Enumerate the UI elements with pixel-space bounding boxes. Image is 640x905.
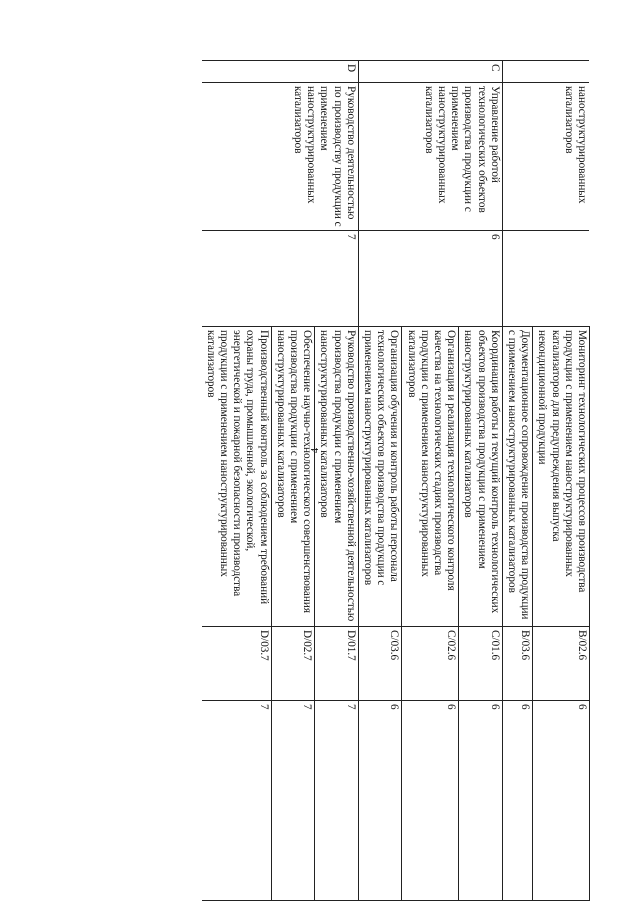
function-code-cell: D/03.7	[202, 627, 272, 701]
function-name-cell: Мониторинг технологических процессов производства продукции с применением наноструктурированных катализаторов для предупреждения выпуска некондиционной продукции	[533, 327, 590, 627]
function-name-cell: Руководство производственно-хозяйственной деятельностью производства продукции с применением наноструктурированных катализаторов	[315, 327, 359, 627]
function-code-cell: D/01.7	[315, 627, 359, 701]
function-name-cell: Документационное сопровождение производства продукции с применением наноструктурированных катализаторов	[502, 327, 532, 627]
function-level-cell: 7	[271, 701, 315, 901]
table-row	[459, 61, 503, 901]
function-name-cell: Производственный контроль за соблюдением требований охраны труда, промышленной, экологической, энергетической и пожарной безопасности производства продукции с применением наноструктурированных катализаторов	[202, 327, 272, 627]
function-name-cell: Организация и реализация технологического контроля качества на технологических стадиях производства продукции с применением наноструктурированных катализаторов	[402, 327, 459, 627]
group-level-cell: 7	[202, 231, 359, 327]
function-code-cell: D/02.7	[271, 627, 315, 701]
table-row	[533, 61, 590, 901]
function-level-cell: 6	[533, 701, 590, 901]
function-code-cell: C/03.6	[358, 627, 402, 701]
function-level-cell: 6	[502, 701, 532, 901]
function-code-cell: C/01.6	[459, 627, 503, 701]
function-level-cell: 7	[202, 701, 272, 901]
group-name-cell: наноструктурированных катализаторов	[502, 83, 589, 231]
group-name-cell: Управление работой технологических объектов производства продукции с применением наноструктурированных катализаторов	[358, 83, 502, 231]
function-name-cell: Обеспечение научно-технологического совершенствования производства продукции с применением наноструктурированных катализаторов	[271, 327, 315, 627]
functions-table	[202, 60, 590, 901]
page-number: 4	[310, 447, 322, 454]
rotated-page-content	[70, 60, 590, 900]
function-level-cell: 6	[459, 701, 503, 901]
group-level-cell	[502, 231, 589, 327]
group-code-cell	[502, 61, 589, 83]
function-name-cell: Координация работы и текущий контроль технологических объектов производства продукции с применением наноструктурированных катализаторов	[459, 327, 503, 627]
group-level-cell: 6	[358, 231, 502, 327]
function-level-cell: 7	[315, 701, 359, 901]
function-level-cell: 6	[402, 701, 459, 901]
group-name-cell: Руководство деятельностью по производству продукции с применением наноструктурированных катализаторов	[202, 83, 359, 231]
function-code-cell: B/02.6	[533, 627, 590, 701]
function-name-cell: Организация обучения и контроль работы персонала технологических объектов производства продукции с применением наноструктурированных катализаторов	[358, 327, 402, 627]
function-code-cell: C/02.6	[402, 627, 459, 701]
table-row	[315, 61, 359, 901]
group-code-cell: C	[358, 61, 502, 83]
group-code-cell: D	[202, 61, 359, 83]
function-level-cell: 6	[358, 701, 402, 901]
function-code-cell: B/03.6	[502, 627, 532, 701]
